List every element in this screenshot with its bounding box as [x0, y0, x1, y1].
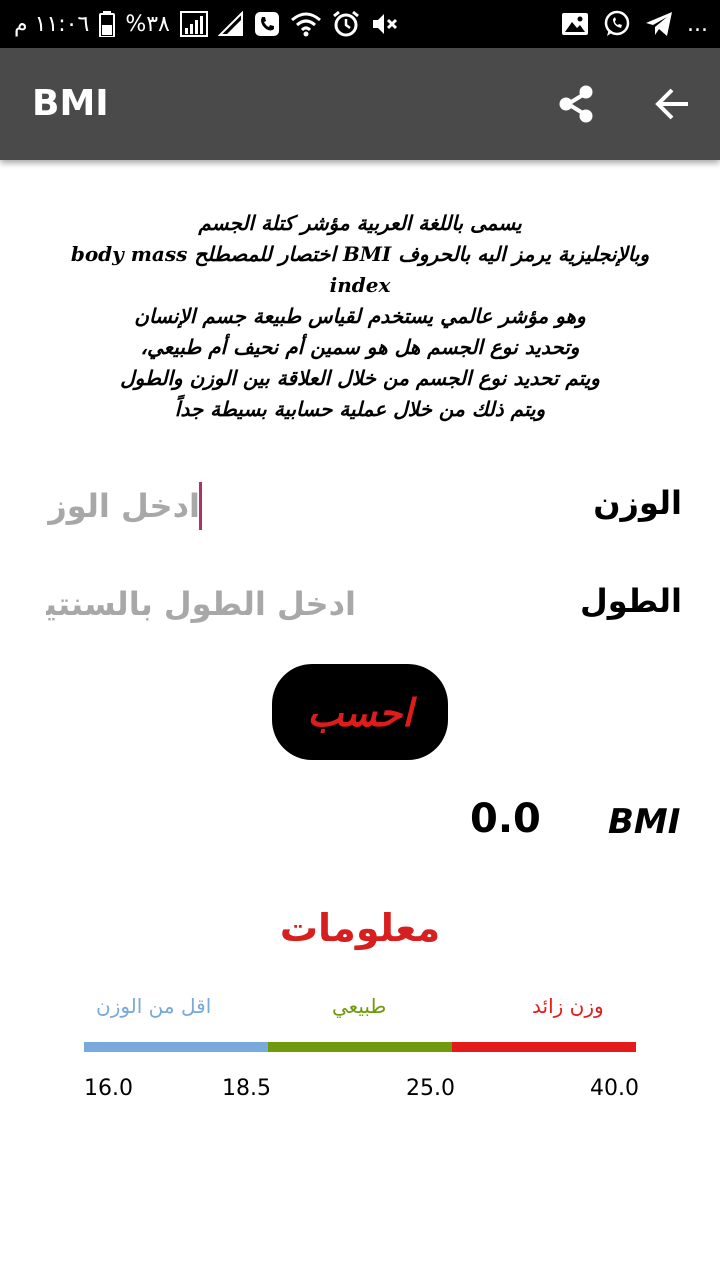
status-left — [14, 0, 398, 48]
status-time: ١١:٠٦ م — [14, 11, 90, 37]
description-line: وهو مؤشر عالمي يستخدم لقياس طبيعة جسم الإنسان — [134, 304, 586, 328]
bmi-result-label: BMI — [608, 802, 681, 842]
signal-icon — [180, 11, 208, 37]
alarm-icon — [332, 10, 360, 38]
status-bar — [0, 0, 720, 48]
description-line: ويتم ذلك من خلال عملية حسابية بسيطة جداً — [174, 397, 546, 421]
bmi-description — [50, 208, 670, 425]
calculate-button[interactable]: احسب — [272, 664, 448, 760]
status-more: ... — [687, 11, 708, 37]
category-overweight: وزن زائد — [532, 994, 604, 1018]
bar-overweight — [452, 1042, 636, 1052]
bar-underweight — [84, 1042, 268, 1052]
sim-signal-icon — [218, 11, 244, 37]
category-underweight: اقل من الوزن — [96, 994, 212, 1018]
description-line: ويتم تحديد نوع الجسم من خلال العلاقة بين الوزن والطول — [120, 366, 600, 390]
telegram-icon — [645, 11, 673, 37]
description-line: يسمى باللغة العربية مؤشر كتلة الجسم — [198, 211, 522, 235]
whatsapp-icon — [603, 10, 631, 38]
arrow-back-icon — [644, 76, 700, 132]
description-line: وبالإنجليزية يرمز اليه بالحروف BMI اختصار للمصطلح body mass index — [70, 242, 650, 297]
height-label: الطول — [580, 582, 682, 620]
weight-input[interactable] — [46, 482, 200, 530]
bar-normal — [268, 1042, 452, 1052]
text-cursor — [199, 482, 202, 530]
gallery-icon — [561, 12, 589, 36]
back-button[interactable] — [644, 76, 700, 132]
share-icon — [548, 76, 604, 132]
battery-percent: %٣٨ — [125, 11, 170, 37]
category-normal: طبيعي — [332, 994, 387, 1018]
threshold-25: 25.0 — [406, 1076, 455, 1101]
status-right — [561, 0, 708, 48]
threshold-40: 40.0 — [590, 1076, 639, 1101]
height-input[interactable] — [46, 580, 356, 628]
battery-icon — [99, 11, 115, 37]
info-title: معلومات — [279, 906, 441, 950]
weight-label: الوزن — [593, 484, 682, 522]
mute-icon — [370, 10, 398, 38]
wifi-icon — [290, 11, 322, 37]
bmi-result-value: 0.0 — [470, 796, 541, 842]
app-bar — [0, 48, 720, 160]
app-title: BMI — [32, 83, 109, 124]
threshold-16: 16.0 — [84, 1076, 133, 1101]
description-line: وتحديد نوع الجسم هل هو سمين أم نحيف أم طبيعي، — [140, 335, 580, 359]
share-button[interactable] — [548, 76, 604, 132]
phone-icon — [254, 11, 280, 37]
threshold-18-5: 18.5 — [222, 1076, 271, 1101]
